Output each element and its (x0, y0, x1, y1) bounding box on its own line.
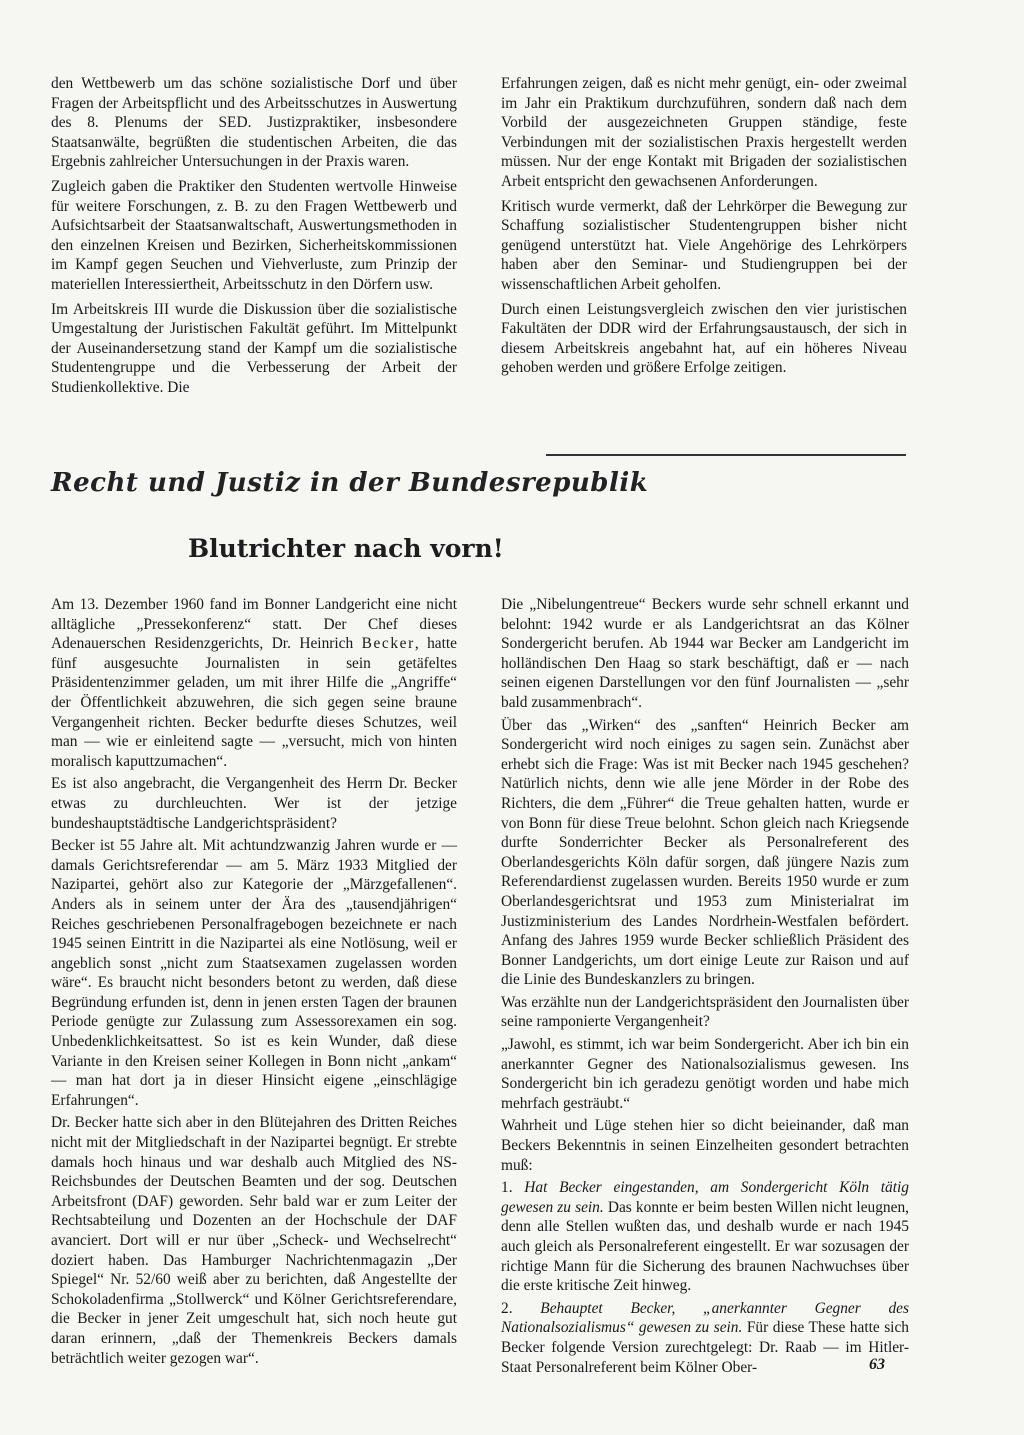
article-paragraph-9: Wahrheit und Lüge stehen hier so dicht beieinander, daß man Beckers Bekenntnis in seinen Einzelheiten gesondert betrachten muß: (501, 1117, 909, 1174)
point-1-text: Das konnte er beim besten Willen nicht leugnen, denn alle Stellen wußten das, und deshalb wurde er nach 1945 auch gleich als Personalreferent eingestellt. Er war sozusagen der richtige Mann für die Sicherung des braunen Nachwuchses über die erste kritische Zeit hinweg. (501, 1198, 909, 1295)
article-paragraph-4: Dr. Becker hatte sich aber in den Blütejahren des Dritten Reiches nicht mit der Mitgliedschaft in der Nazipartei begnügt. Er strebte damals hoch hinaus und war deshalb auch Mitglied des NS-Reichsbundes der Deutschen Beamten und der sog. Deutschen Arbeitsfront (DAF) geworden. Sehr bald war er zum Leiter der Rechtsabteilung und Dozenten an der Hochschule der DAF avanciert. Dort will er nur über „Scheck- und Wechselrecht“ doziert haben. Das Hamburger Nachrichtenmagazin „Der Spiegel“ Nr. 52/60 weiß aber zu berichten, daß Angestellte der Schokoladenfirma „Stollwerck“ und Kölner Gerichtsreferendare, die Becker in jener Zeit umgeschult hat, sich noch heute gut daran erinnern, „daß der Themenkreis Beckers damals beträchtlich weiter gezogen war“. (51, 1114, 457, 1367)
article-paragraph-3: Becker ist 55 Jahre alt. Mit achtundzwanzig Jahren wurde er — damals Gerichtsreferendar — am 5. März 1933 Mitglied der Nazipartei, gehört also zur Kategorie der „Märzgefallenen“. Anders als in seinem unter der Ära des „tausendjährigen“ Reiches geschriebenen Personalfragebogen bezeichnete er nach 1945 seinen Eintritt in die Nazipartei als eine Notlösung, weil er angeblich sonst „nicht zum Staatsexamen zugelassen worden wäre“. Es braucht nicht besonders betont zu werden, daß diese Begründung erfunden ist, denn in jenen ersten Tagen der braunen Periode genügte zur Zulassung zum Assessorexamen ein sog. Unbedenklichkeitsattest. So ist es kein Wunder, daß diese Variante in den Kreisen seiner Kollegen in Bonn nicht „ankam“ — man hat dort ja in dieser Hinsicht eigene „einschlägige Erfahrungen“. (51, 837, 457, 1109)
article-left-column (51, 595, 457, 1371)
page-number: 63 (869, 1356, 885, 1373)
top-right-paragraph-2: Kritisch wurde vermerkt, daß der Lehrkörper die Bewegung zur Schaffung sozialistischer Studentengruppen bisher nicht genügend unterstützt hat. Viele Angehörige des Lehrkörpers haben aber den Seminar- und Studiengruppen bei der wissenschaftlichen Arbeit geholfen. (501, 197, 907, 293)
top-left-paragraph-3: Im Arbeitskreis III wurde die Diskussion über die sozialistische Umgestaltung der Juristischen Fakultät geführt. Im Mittelpunkt der Auseinandersetzung stand der Kampf um die sozialistische Studentengruppe und die Verbesserung der Arbeit der Studienkollektive. Die (51, 300, 457, 396)
point-2-text: Für diese These hatte sich Becker folgende Version zurechtgelegt: Dr. Raab — im Hitler-Staat Personalreferent beim Kölner Ober- (501, 1319, 909, 1376)
top-left-paragraph-1: den Wettbewerb um das schöne sozialistische Dorf und über Fragen der Arbeitspflicht und des Arbeitsschutzes in Auswertung des 8. Plenums der SED. Justizpraktiker, insbesondere Staatsanwälte, begrüßten die studentischen Arbeiten, die das Ergebnis zahlreicher Untersuchungen in der Praxis waren. (51, 75, 457, 171)
numbered-point-2 (501, 1299, 909, 1377)
article-paragraph-2: Es ist also angebracht, die Vergangenheit des Herrn Dr. Becker etwas zu durchleuchten. Wer ist der jetzige bundeshauptstädtische Landgerichtspräsident? (51, 775, 457, 832)
article-paragraph-1-text-b: , hatte fünf ausgesuchte Journalisten in sein getäfeltes Präsidentenzimmer geladen, um mit ihrer Hilfe die „Angriffe“ der Öffentlichkeit abzuwehren, die sich gegen seine braune Vergangenheit richten. Becker bedurfte dieses Schutzes, weil man — wie er einleitend sagte — „versucht, mich von hinten moralisch kaputtzumachen“. (51, 635, 457, 770)
article-paragraph-1 (51, 595, 457, 771)
section-title: Recht und Justiz in der Bundesrepublik (51, 468, 649, 498)
article-paragraph-6: Über das „Wirken“ des „sanften“ Heinrich Becker am Sondergericht wird noch einiges zu sagen sein. Zunächst aber erhebt sich die Frage: Was ist mit Becker nach 1945 geschehen? Natürlich nichts, denn wie alle jene Mörder in der Robe des Richters, die dem „Führer“ die Treue gehalten hatten, wurde er von Bonn für diese Treue belohnt. Schon gleich nach Kriegsende durfte Sonderrichter Becker als Personalreferent des Oberlandesgerichts Köln dafür sorgen, daß jüngere Nazis zum Referendardienst zugelassen wurden. Bereits 1950 wurde er zum Oberlandesgerichtsrat und 1953 zum Ministerialrat im Justizministerium des Landes Nordrhein-Westfalen befördert. Anfang des Jahres 1959 wurde Becker schließlich Präsident des Bonner Landgerichts, um dort einige Leute zur Raison und auf die Linie des Bundeskanzlers zu bringen. (501, 716, 909, 989)
point-1-number: 1. (501, 1179, 525, 1197)
spaced-name: Becker (361, 635, 415, 653)
article-paragraph-8: „Jawohl, es stimmt, ich war beim Sondergericht. Aber ich bin ein anerkannter Gegner des Nationalsozialismus gewesen. Ins Sondergericht bin ich geradezu genötigt worden und habe mich mehrfach gesträubt.“ (501, 1036, 909, 1112)
point-2-claim: Behauptet Becker, „anerkannter Gegner des Nationalsozialismus“ gewesen zu sein. (501, 1299, 909, 1337)
article-paragraph-5: Die „Nibelungentreue“ Beckers wurde sehr schnell erkannt und belohnt: 1942 wurde er als Landgerichtsrat an das Kölner Sondergericht berufen. Ab 1944 war Becker am Landgericht im holländischen Den Haag so stark beschäftigt, daß er — nach seinen eigenen Darstellungen vor den fünf Journalisten — „sehr bald zusammenbrach“. (501, 596, 909, 711)
top-right-column (501, 74, 907, 383)
article-right-column (501, 595, 909, 1380)
top-left-column (51, 74, 457, 403)
numbered-point-1 (501, 1178, 909, 1296)
point-2-number: 2. (501, 1299, 541, 1317)
point-1-claim: Hat Becker eingestanden, am Sondergericht Köln tätig gewesen zu sein. (501, 1179, 910, 1216)
top-left-paragraph-2: Zugleich gaben die Praktiker den Studenten wertvolle Hinweise für weitere Forschungen, z. B. zu den Fragen Wettbewerb und Aufsichtsarbeit der Staatsanwaltschaft, Auswertungsmethoden in den einzelnen Kreisen und Bezirken, Sicherheitskommissionen im Kampf gegen Seuchen und Viehverluste, zum Prinzip der materiellen Interessiertheit, Arbeitsschutz in den Dörfern usw. (51, 177, 457, 293)
article-headline: Blutrichter nach vorn! (188, 534, 504, 563)
top-right-paragraph-1: Erfahrungen zeigen, daß es nicht mehr genügt, ein- oder zweimal im Jahr ein Praktikum durchzuführen, sondern daß nach dem Vorbild der ausgezeichneten Gruppen ständige, feste Verbindungen mit der sozialistischen Praxis hergestellt werden müssen. Nur der enge Kontakt mit Brigaden der sozialistischen Arbeit entspricht den gewachsenen Anforderungen. (501, 75, 907, 190)
top-right-paragraph-3: Durch einen Leistungsvergleich zwischen den vier juristischen Fakultäten der DDR wird der Erfahrungsaustausch, der sich in diesem Arbeitskreis angebahnt hat, auf ein höheres Niveau gehoben werden und größere Erfolge zeitigen. (501, 300, 907, 377)
article-paragraph-7: Was erzählte nun der Landgerichtspräsident den Journalisten über seine ramponierte Vergangenheit? (501, 993, 909, 1031)
section-divider (546, 454, 906, 456)
article-paragraph-1-text-a: Am 13. Dezember 1960 fand im Bonner Landgericht eine nicht alltägliche „Pressekonferenz“ statt. Der Chef dieses Adenauerschen Residenzgerichts, Dr. Heinrich (51, 596, 457, 653)
